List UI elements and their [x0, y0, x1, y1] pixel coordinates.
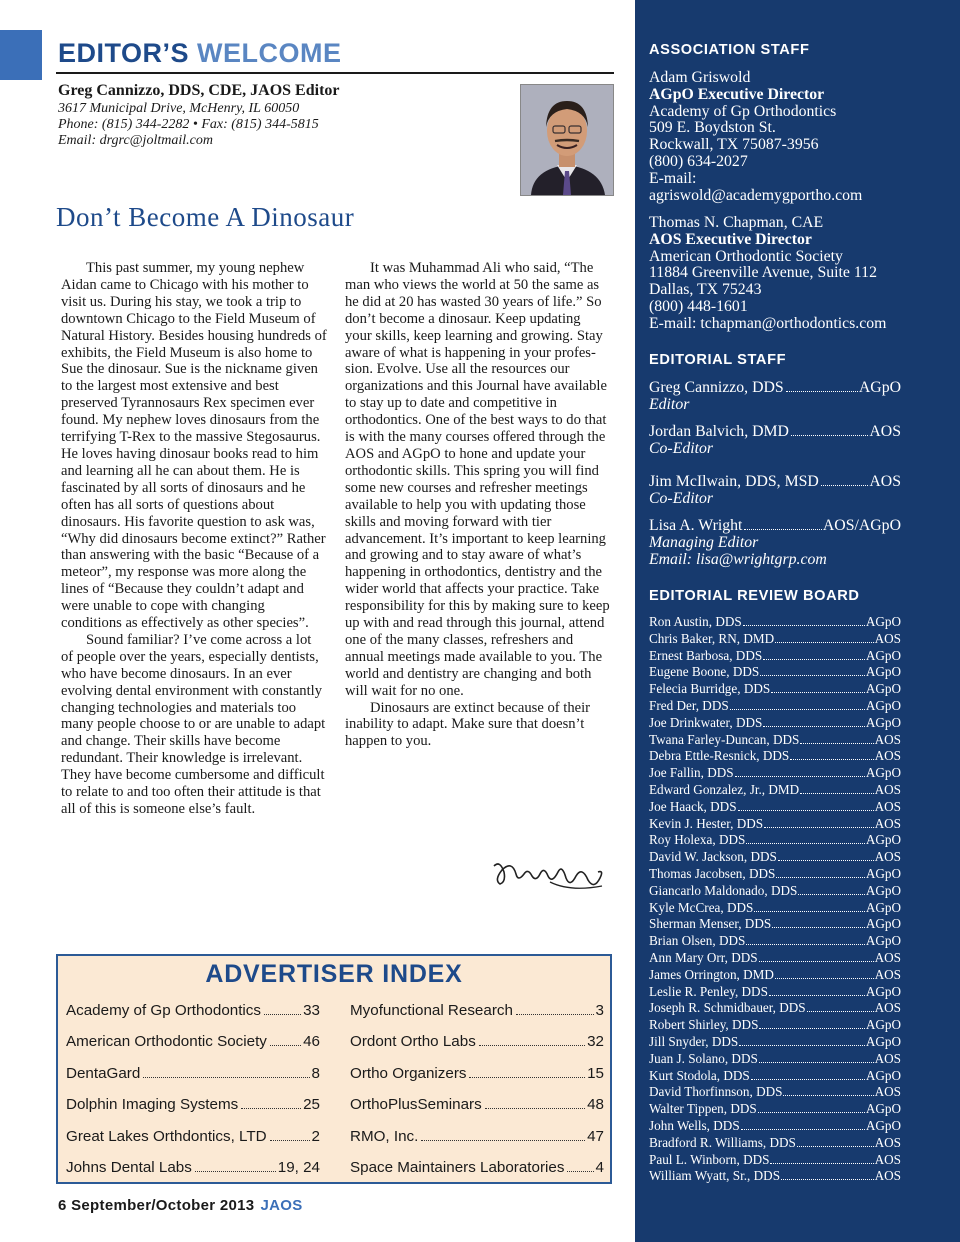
editorial-role: Editor — [649, 395, 690, 413]
editorial-entry — [649, 380, 901, 414]
reviewer-name: Joe Haack, DDS — [649, 798, 737, 814]
review-board-entry — [649, 849, 901, 866]
section-header — [58, 38, 342, 69]
reviewer-name: William Wyatt, Sr., DDS — [649, 1168, 781, 1184]
reviewer-name: Ron Austin, DDS — [649, 614, 742, 629]
reviewer-name: Paul L. Winborn, DDS — [649, 1151, 770, 1167]
review-board-entry — [649, 1118, 901, 1135]
reviewer-name: Robert Shirley, DDS — [649, 1017, 759, 1033]
editorial-role: Co-Editor — [649, 489, 714, 507]
leader-dots — [781, 1179, 874, 1180]
advertiser-page: 32 — [587, 1033, 604, 1051]
review-board-entry — [649, 1152, 901, 1169]
leader-dots — [759, 1062, 874, 1063]
leader-dots — [775, 642, 873, 643]
review-board-entry — [649, 799, 901, 816]
editorial-entry — [649, 474, 901, 508]
reviewer-name: Joe Drinkwater, DDS — [649, 714, 763, 730]
reviewer-name: Roy Holexa, DDS — [649, 832, 746, 848]
reviewer-org: AOS — [874, 781, 901, 797]
review-board-entry — [649, 1135, 901, 1152]
staff-line: 509 E. Boydston St. — [649, 119, 776, 137]
leader-dots — [763, 726, 864, 727]
staff-line: Dallas, TX 75243 — [649, 281, 762, 299]
leader-dots — [760, 675, 865, 676]
staff-email: E-mail: tchapman@orthodontics.com — [649, 314, 887, 332]
reviewer-org: AGpO — [865, 765, 901, 781]
advertiser-entry — [350, 1128, 604, 1159]
review-board-heading: EDITORIAL REVIEW BOARD — [649, 588, 860, 604]
advertiser-entry — [66, 1033, 320, 1064]
reviewer-name: Eugene Boone, DDS — [649, 664, 760, 680]
reviewer-name: John Wells, DDS — [649, 1117, 740, 1133]
reviewer-name: Ann Mary Orr, DDS — [649, 949, 758, 965]
advertiser-name: Academy of Gp Orthodontics — [66, 1002, 261, 1019]
leader-dots — [730, 709, 865, 710]
header-rule — [56, 72, 614, 74]
review-board-entry — [649, 1084, 901, 1101]
reviewer-name: Twana Farley-Duncan, DDS — [649, 731, 800, 747]
review-board-entry — [649, 614, 901, 631]
editor-contact — [58, 82, 498, 149]
reviewer-org: AGpO — [865, 681, 901, 697]
reviewer-org: AOS — [874, 1000, 901, 1016]
reviewer-name: Jill Snyder, DDS — [649, 1033, 739, 1049]
editor-address: 3617 Municipal Drive, McHenry, IL 60050 — [58, 101, 300, 116]
staff-line: (800) 448-1601 — [649, 297, 748, 315]
reviewer-org: AOS — [874, 1168, 901, 1184]
reviewer-org: AGpO — [865, 899, 901, 915]
editorial-role: Managing Editor — [649, 533, 759, 551]
leader-dots — [758, 1112, 865, 1113]
editorial-name: Jim McIlwain, DDS, MSD — [649, 473, 819, 490]
staff-name: Adam Griswold — [649, 69, 751, 86]
leader-dots — [759, 1028, 864, 1029]
leader-dots — [485, 1108, 585, 1109]
reviewer-org: AOS — [874, 798, 901, 814]
leader-dots — [743, 625, 865, 626]
reviewer-name: David W. Jackson, DDS — [649, 849, 777, 865]
reviewer-name: Sherman Menser, DDS — [649, 916, 772, 932]
leader-dots — [800, 793, 873, 794]
editorial-staff-heading: EDITORIAL STAFF — [649, 352, 787, 368]
review-board-entry — [649, 866, 901, 883]
advertiser-entry — [66, 1128, 320, 1159]
review-board-entry — [649, 816, 901, 833]
advertiser-index-title: ADVERTISER INDEX — [205, 960, 463, 988]
reviewer-name: David Thorfinnson, DDS — [649, 1084, 783, 1100]
leader-dots — [763, 659, 865, 660]
editorial-org: AGpO — [858, 379, 901, 396]
review-board-entry — [649, 1068, 901, 1085]
leader-dots — [807, 1011, 874, 1012]
reviewer-org: AOS — [874, 748, 901, 764]
advertiser-entry — [66, 1159, 320, 1190]
article-paragraph: Sound familiar? I’ve come across a lot of people over the years, especially dentists, who have become dinosaurs. In an ever evolving dental environment with constantly changing technologies and materials too many people choose to or are unable to adapt and change. Their skills have become redundant. Their knowledge is irrelevant. They have become cumbersome and difficult to relate to and too often their attitude is that all of this is someone else’s fault. — [61, 631, 326, 817]
review-board-entry — [649, 631, 901, 648]
advertiser-page: 3 — [595, 1002, 604, 1019]
leader-dots — [772, 927, 865, 928]
review-board-entry — [649, 1034, 901, 1051]
association-staff-heading: ASSOCIATION STAFF — [649, 42, 810, 58]
reviewer-org: AGpO — [865, 664, 901, 680]
review-board-entry — [649, 984, 901, 1001]
reviewer-name: Walter Tippen, DDS — [649, 1101, 757, 1117]
advertiser-page: 4 — [595, 1158, 604, 1176]
header-accent-tab — [0, 30, 42, 80]
editor-name: Greg Cannizzo, DDS, CDE, JAOS Editor — [58, 82, 340, 99]
review-board-entry — [649, 664, 901, 681]
reviewer-name: Leslie R. Penley, DDS — [649, 983, 768, 999]
leader-dots — [421, 1140, 585, 1141]
editorial-email: Email: lisa@wrightgrp.com — [649, 550, 827, 568]
leader-dots — [764, 827, 873, 828]
reviewer-org: AOS — [874, 966, 901, 982]
advertiser-page: 19, 24 — [277, 1158, 320, 1176]
advertiser-name: DentaGard — [66, 1064, 141, 1082]
leader-dots — [270, 1140, 310, 1141]
reviewer-name: Felecia Burridge, DDS — [649, 681, 771, 697]
reviewer-org: AGpO — [865, 647, 901, 663]
editorial-role: Co-Editor — [649, 439, 714, 457]
reviewer-name: James Orrington, DMD — [649, 966, 774, 982]
reviewer-name: Kyle McCrea, DDS — [649, 899, 754, 915]
leader-dots — [744, 529, 821, 530]
footer-journal: JAOS — [260, 1197, 303, 1214]
reviewer-name: Bradford R. Williams, DDS — [649, 1134, 796, 1150]
reviewer-org: AOS — [874, 731, 901, 747]
leader-dots — [771, 692, 865, 693]
advertiser-page: 8 — [311, 1064, 320, 1082]
article-paragraph: This past summer, my young nephew Aidan came to Chicago with his mother to visit us. During his stay, we took a trip to downtown Chicago to the Field Museum of Natural History. Besides housing hundreds of exhibits, the Field Museum is also home to Sue the dinosaur. Sue is the nickname given to the largest most extensive and best preserved Tyrannosaurs Rex specimen ever found. My nephew loves dinosaurs from the terrifying T-Rex to the massive Stegosaurus. He loves having dinosaur books read to him and learning all he can about them. He is fascinated by all sorts of dinosaurs and he often has all sorts of questions about dinosaurs. His favorite question to ask was, “Why did dinosaurs become extinct?” Rather than answering with the basic “Because of a meteor”, my response was more along the lines of “Because they couldn’t adapt and were unable to cope with changing conditions as effectively as other species”. — [61, 260, 327, 632]
advertiser-entry — [350, 1033, 604, 1064]
reviewer-org: AGpO — [865, 933, 901, 949]
article-column-2 — [345, 260, 610, 750]
leader-dots — [735, 776, 865, 777]
leader-dots — [746, 843, 864, 844]
review-board-entry — [649, 715, 901, 732]
leader-dots — [739, 1045, 865, 1046]
staff-line: American Orthodontic Society — [649, 247, 843, 265]
editorial-name: Greg Cannizzo, DDS — [649, 379, 784, 396]
advertiser-entry — [350, 1159, 604, 1190]
reviewer-org: AOS — [874, 849, 901, 865]
review-board-entry — [649, 883, 901, 900]
reviewer-name: Fred Der, DDS — [649, 697, 729, 713]
advertiser-index-box — [56, 954, 612, 1184]
leader-dots — [270, 1045, 301, 1046]
editorial-org: AOS — [869, 473, 901, 490]
reviewer-org: AOS — [874, 1084, 901, 1100]
leader-dots — [776, 877, 864, 878]
review-board-entry — [649, 916, 901, 933]
reviewer-name: Kurt Stodola, DDS — [649, 1067, 750, 1083]
advertiser-name: American Orthodontic Society — [66, 1033, 267, 1051]
article-paragraph: It was Muhammad Ali who said, “The man who views the world at 50 the same as he did at 20 has wasted 30 years of life.” So don’t become a dinosaur. Keep updating your skills, keep learning and growing. Stay aware of what is happening in your profession. Evolve. Use all the resources our organizations and this Journal have available to stay up to date and competitive in orthodontics. One of the best ways to do that is with the many courses offered through the AOS and AGpO to hone and update your orthodontic skills. This spring you will find some new courses and refresher meetings available to help you with updating those skills and moving forward with tier advancement. It’s important to keep learning and growing and to stay aware of what’s happening in orthodontics, dentistry and the wider world that affects your practice. Take responsibility for this by making sure to keep up with and read through this journal, attend one of the many classes, refreshers and annual meetings made available to you. The world and dentistry are changing and both will wait for no one. — [345, 260, 610, 699]
advertiser-page: 25 — [303, 1096, 320, 1114]
staff-line: E-mail: — [649, 169, 697, 187]
reviewer-org: AGpO — [865, 714, 901, 730]
advertiser-name: RMO, Inc. — [350, 1127, 419, 1145]
editorial-org: AOS/AGpO — [822, 517, 901, 534]
reviewer-org: AOS — [874, 949, 901, 965]
leader-dots — [751, 1079, 865, 1080]
staff-line: (800) 634-2027 — [649, 152, 748, 170]
review-board-entry — [649, 1168, 901, 1185]
staff-email: agriswold@academygportho.com — [649, 186, 863, 204]
reviewer-name: Kevin J. Hester, DDS — [649, 815, 764, 831]
editor-phone: Phone: (815) 344-2282 • Fax: (815) 344-5815 — [58, 117, 319, 132]
reviewer-name: Edward Gonzalez, Jr., DMD — [649, 781, 800, 797]
review-board-entry — [649, 1101, 901, 1118]
leader-dots — [800, 743, 873, 744]
reviewer-name: Joseph R. Schmidbauer, DDS — [649, 1000, 806, 1016]
review-board-entry — [649, 900, 901, 917]
review-board-entry — [649, 832, 901, 849]
advertiser-page: 46 — [303, 1033, 320, 1051]
staff-entry-griswold — [649, 70, 949, 204]
leader-dots — [516, 1014, 594, 1015]
staff-name: Thomas N. Chapman, CAE — [649, 214, 824, 231]
reviewer-org: AGpO — [865, 1067, 901, 1083]
leader-dots — [778, 860, 874, 861]
staff-line: Rockwall, TX 75087-3956 — [649, 136, 819, 154]
advertiser-name: Space Maintainers Laboratories — [350, 1158, 565, 1176]
leader-dots — [775, 978, 874, 979]
review-board-entry — [649, 1000, 901, 1017]
leader-dots — [759, 961, 874, 962]
advertiser-page: 2 — [311, 1127, 320, 1145]
advertiser-page: 48 — [587, 1096, 604, 1114]
leader-dots — [469, 1077, 585, 1078]
reviewer-org: AOS — [874, 1134, 901, 1150]
review-board-entry — [649, 748, 901, 765]
advertiser-name: Great Lakes Orthdontics, LTD — [66, 1127, 267, 1145]
leader-dots — [769, 995, 865, 996]
advertiser-entry — [350, 1065, 604, 1096]
leader-dots — [786, 391, 858, 392]
advertiser-name: Ordont Ortho Labs — [350, 1033, 476, 1051]
review-board-entry — [649, 681, 901, 698]
reviewer-org: AGpO — [865, 1117, 901, 1133]
review-board-entry — [649, 1017, 901, 1034]
advertiser-page: 47 — [587, 1127, 604, 1145]
reviewer-org: AGpO — [865, 916, 901, 932]
staff-line: 11884 Greenville Avenue, Suite 112 — [649, 264, 877, 282]
leader-dots — [798, 894, 865, 895]
reviewer-org: AGpO — [865, 882, 901, 898]
editor-signature — [490, 852, 610, 896]
reviewer-name: Brian Olsen, DDS — [649, 933, 746, 949]
leader-dots — [479, 1045, 585, 1046]
leader-dots — [797, 1146, 874, 1147]
review-board-entry — [649, 782, 901, 799]
reviewer-org: AGpO — [865, 983, 901, 999]
reviewer-org: AGpO — [865, 1101, 901, 1117]
advertiser-entry — [350, 1002, 604, 1033]
advertiser-name: OrthoPlusSeminars — [350, 1096, 482, 1114]
leader-dots — [790, 759, 873, 760]
editorial-org: AOS — [869, 423, 901, 440]
editorial-name: Jordan Balvich, DMD — [649, 423, 789, 440]
reviewer-org: AGpO — [865, 697, 901, 713]
advertiser-entry — [66, 1065, 320, 1096]
reviewer-org: AGpO — [865, 1033, 901, 1049]
article-column-1 — [61, 260, 327, 818]
leader-dots — [770, 1163, 873, 1164]
reviewer-org: AOS — [874, 1050, 901, 1066]
leader-dots — [241, 1108, 301, 1109]
reviewer-org: AOS — [874, 630, 901, 646]
reviewer-org: AGpO — [865, 1017, 901, 1033]
staff-title: AGpO Executive Director — [649, 85, 825, 103]
review-board-entry — [649, 698, 901, 715]
review-board-entry — [649, 933, 901, 950]
editorial-name: Lisa A. Wright — [649, 517, 743, 534]
leader-dots — [195, 1171, 276, 1172]
article-paragraph: Dinosaurs are extinct because of their inability to adapt. Make sure that doesn’t happen to you. — [345, 699, 591, 750]
reviewer-name: Thomas Jacobsen, DDS — [649, 865, 776, 881]
leader-dots — [264, 1014, 301, 1015]
leader-dots — [821, 485, 869, 486]
article-title: Don’t Become A Dinosaur — [56, 202, 355, 232]
review-board-entry — [649, 765, 901, 782]
staff-title: AOS Executive Director — [649, 230, 812, 248]
leader-dots — [741, 1129, 865, 1130]
reviewer-name: Chris Baker, RN, DMD — [649, 630, 775, 646]
advertiser-name: Dolphin Imaging Systems — [66, 1096, 239, 1114]
reviewer-name: Joe Fallin, DDS — [649, 765, 734, 781]
editor-email: Email: drgrc@joltmail.com — [58, 133, 213, 148]
advertiser-list-right — [350, 1002, 604, 1190]
advertiser-entry — [350, 1096, 604, 1127]
reviewer-name: Debra Ettle-Resnick, DDS — [649, 748, 790, 764]
page-footer — [58, 1197, 303, 1214]
advertiser-page: 15 — [587, 1064, 604, 1082]
advertiser-entry — [66, 1002, 320, 1033]
reviewer-name: Ernest Barbosa, DDS — [649, 647, 763, 663]
reviewer-org: AOS — [874, 1151, 901, 1167]
advertiser-list-left — [66, 1002, 320, 1190]
reviewer-org: AGpO — [865, 832, 901, 848]
editor-portrait-photo — [520, 84, 614, 196]
section-header-part2: WELCOME — [197, 38, 342, 68]
staff-line: Academy of Gp Orthodontics — [649, 102, 837, 120]
reviewer-org: AGpO — [865, 865, 901, 881]
footer-folio: 6 September/October 2013 — [58, 1197, 255, 1214]
reviewer-name: Juan J. Solano, DDS — [649, 1050, 758, 1066]
advertiser-name: Myofunctional Research — [350, 1002, 513, 1019]
leader-dots — [567, 1171, 593, 1172]
review-board-entry — [649, 950, 901, 967]
advertiser-entry — [66, 1096, 320, 1127]
review-board-list — [649, 614, 901, 1185]
reviewer-org: AGpO — [865, 614, 901, 629]
leader-dots — [783, 1095, 873, 1096]
review-board-entry — [649, 648, 901, 665]
leader-dots — [143, 1077, 309, 1078]
reviewer-name: Giancarlo Maldonado, DDS — [649, 882, 798, 898]
review-board-entry — [649, 1051, 901, 1068]
leader-dots — [738, 810, 874, 811]
leader-dots — [746, 944, 864, 945]
advertiser-name: Johns Dental Labs — [66, 1158, 192, 1176]
editorial-entry — [649, 424, 901, 458]
staff-sidebar — [635, 0, 960, 1242]
leader-dots — [754, 911, 864, 912]
reviewer-org: AOS — [874, 815, 901, 831]
staff-entry-chapman — [649, 215, 949, 333]
advertiser-name: Ortho Organizers — [350, 1064, 467, 1082]
advertiser-page: 33 — [303, 1002, 320, 1019]
review-board-entry — [649, 967, 901, 984]
leader-dots — [791, 435, 868, 436]
editorial-entry — [649, 518, 901, 568]
review-board-entry — [649, 732, 901, 749]
section-header-part1: EDITOR’S — [58, 38, 190, 68]
